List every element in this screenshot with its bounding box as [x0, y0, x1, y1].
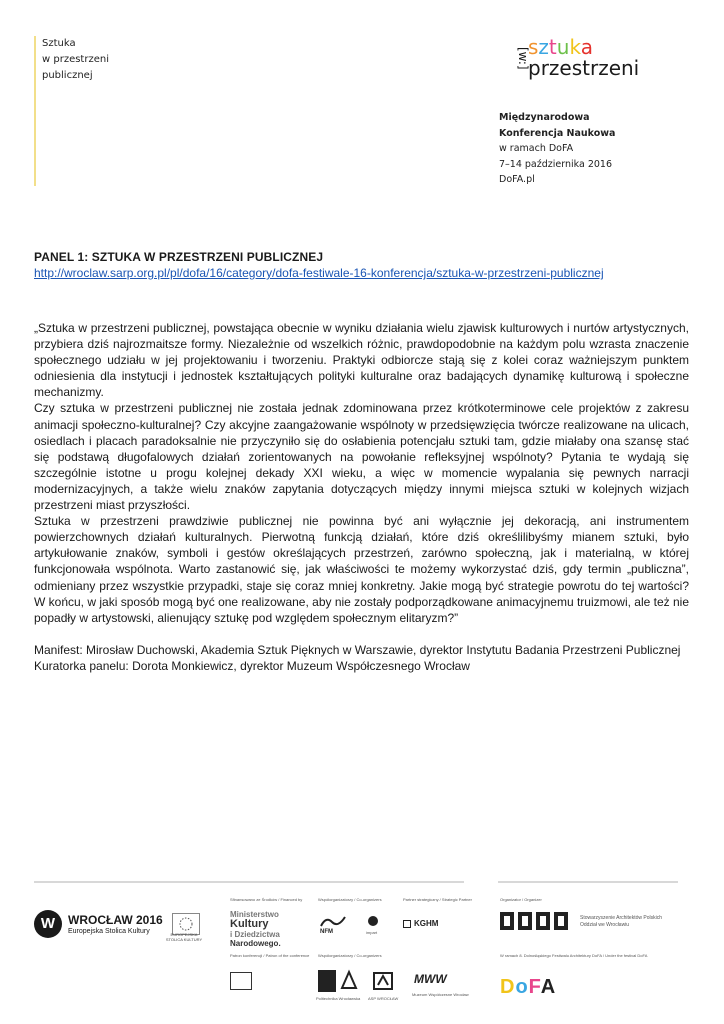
ministry-line: Narodowego.	[230, 939, 281, 948]
conference-info	[499, 110, 615, 188]
sarp-logo-icon	[500, 912, 570, 930]
funded-label: Sfinansowano ze Środków / Financed by	[230, 897, 303, 902]
dofa-festival-label: W ramach 8. Dolnośląskiego Festiwalu Architektury DoFA / Under the festival DoFA	[500, 953, 648, 958]
asp-logo-icon	[373, 972, 393, 990]
politechnika-caption: Politechnika Wrocławska	[316, 996, 361, 1001]
conference-line: w ramach DoFA	[499, 143, 574, 154]
politechnika-logo-icon	[318, 970, 336, 992]
asp-caption: ASP WROCŁAW	[368, 996, 399, 1001]
dofa-logo: DoFA	[500, 976, 557, 998]
logo-word-sztuka: sztuka	[528, 35, 593, 59]
footer-divider	[34, 881, 464, 883]
sarp-name	[580, 915, 662, 929]
stripes-logo-icon	[342, 972, 356, 988]
manifest-line: Manifest: Mirosław Duchowski, Akademia Sztuk Pięknych w Warszawie, dyrektor Instytutu Badania Przestrzeni Publicznej	[34, 642, 681, 657]
kghm-mark-icon	[403, 920, 411, 928]
patron-logo-icon	[230, 972, 252, 990]
mww-logo: MWW	[414, 972, 447, 986]
conference-line: Konferencja Naukowa	[499, 127, 616, 139]
wroclaw-subtitle: Europejska Stolica Kultury	[68, 928, 150, 935]
logo-word-przestrzeni: przestrzeni	[528, 56, 640, 80]
wroclaw-title: WROCŁAW 2016	[68, 913, 163, 927]
patron-label: Patron konferencji / Patron of the conference	[230, 953, 310, 958]
paragraph: Czy sztuka w przestrzeni publicznej nie została jednak zdominowana przez krótkoterminowe cele projektów z zakresu animacji społeczno-kulturalnej? Czy akcyjne zaangażowanie wspólnoty w przedsięwzięcia twórcze realizowane na ulicach, osiedlach i placach paradoksalnie nie przyczyniło się do osłabienia potencjału sztuki tam, gdzie miałaby ona szansę stać się podstawą długofalowych działań zorientowanych na powołanie refleksyjnej wspólnoty? Pytania te wydają się szczególnie istotne u progu kolejnej dekady XXI wieku, a więc w momencie wypalania się pewnych narracji modernizacyjnych, a także wielu znaków zapytania dotyczących między innymi miejsca sztuki w kolejnych wizjach przestrzeni miast przyszłości.	[34, 401, 689, 513]
logo-bracket-icon	[498, 36, 530, 78]
panel-description	[34, 320, 689, 674]
ministry-line: Kultury	[230, 918, 269, 930]
paragraph: „Sztuka w przestrzeni publicznej, powstająca obecnie w wyniku działania wielu zjawisk kulturowych i nurtów artystycznych, przybiera dziś najrozmaitsze formy. Niezależnie od wszelkich różnic, prawdopodobnie na każdym polu wzrasta znaczenie społecznego udziału w jej projektowaniu i tworzeniu. Praktyki odbiorcze stają się z kolei coraz ważniejszym punktem odniesienia dla instytucji i jednostek kształtujących polityki kulturalne oraz badających dynamikę kulturową i społeczne mechanizmy.	[34, 321, 689, 400]
side-title-line: w przestrzeni	[42, 54, 109, 65]
paragraph: Sztuka w przestrzeni prawdziwie publicznej nie powinna być ani wyłącznie jej dekoracją, ani instrumentem powierzchownych działań kulturalnych. Pierwotną funkcją działań, które dziś określilibyśmy mianem sztuki, było artykułowanie znaków, symboli i gestów określających przestrzeń, zarówno społeczną, jak i materialną, w której funkcjonowała wspólnota. Warto zastanowić się, jak właściwości te możemy wykorzystać dziś, gdy termin „publiczna”, odmieniany przez wszystkie przypadki, staje się coraz mniej konkretny. Jakie mogą być strategie powrotu do tej wartości? W końcu, w jaki sposób mogą być one realizowane, aby nie zostały podporządkowane animacyjnemu truizmowi, ale też nie popadły w artystowski, alienujący sztukę pod względem społecznym elitaryzm?”	[34, 514, 690, 625]
sarp-line: Oddział we Wrocławiu	[580, 922, 630, 928]
organizer-label: Organizator / Organizer	[500, 897, 542, 902]
curator-line: Kuratorka panelu: Dorota Monkiewicz, dyrektor Muzeum Współczesnego Wrocław	[34, 658, 470, 673]
mww-caption: Muzeum Współczesne Wrocław	[412, 992, 469, 997]
panel-link[interactable]: http://wroclaw.sarp.org.pl/pl/dofa/16/category/dofa-festiwale-16-konferencja/sztuka-w-przestrzeni-publicznej	[34, 266, 604, 280]
header-side-title	[34, 36, 109, 186]
kghm-logo: KGHM	[414, 919, 439, 928]
sztuka-przestrzeni-logo	[498, 36, 658, 84]
panel-title: PANEL 1: SZTUKA W PRZESTRZENI PUBLICZNEJ	[34, 250, 324, 264]
impart-logo: impart	[366, 930, 378, 935]
svg-text:[w:]: [w:]	[516, 47, 530, 70]
ministry-logo	[230, 910, 281, 948]
eu-stars-icon	[173, 914, 199, 934]
strategic-partner-label: Partner strategiczny / Strategic Partner	[403, 897, 472, 902]
side-title-line: Sztuka	[42, 38, 76, 49]
side-title-line: publicznej	[42, 70, 93, 81]
conference-website: DoFA.pl	[499, 174, 535, 185]
wroclaw-w-icon: W	[34, 910, 62, 938]
nfm-wave-icon	[320, 914, 346, 928]
ministry-line: i Dziedzictwa	[230, 930, 280, 939]
nfm-logo: NFM	[320, 929, 333, 935]
conference-line: Międzynarodowa	[499, 112, 590, 123]
ministry-line: Ministerstwo	[230, 910, 279, 919]
impart-dot-icon	[368, 916, 378, 926]
coorganizers-label-2: Współorganizatorzy / Co-organizers	[318, 953, 382, 958]
footer-divider	[498, 881, 678, 883]
eu-caption: EUROPEJSKA STOLICA KULTURY	[165, 932, 203, 942]
coorganizers-label: Współorganizatorzy / Co-organizers	[318, 897, 382, 902]
sarp-line: Stowarzyszenie Architektów Polskich	[580, 915, 662, 921]
conference-line: 7–14 października 2016	[499, 158, 612, 170]
